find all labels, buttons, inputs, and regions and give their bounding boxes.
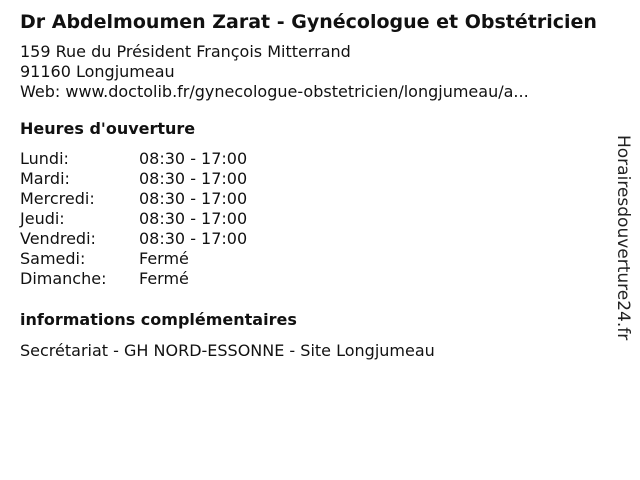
hours-row-tuesday: [20, 169, 620, 189]
day-label: Mardi:: [20, 169, 70, 188]
address-block: [20, 42, 620, 102]
website-link[interactable]: Web: www.doctolib.fr/gynecologue-obstetricien/longjumeau/a...: [20, 82, 529, 101]
day-label: Jeudi:: [20, 209, 65, 228]
day-label: Dimanche:: [20, 269, 107, 288]
time-value: 08:30 - 17:00: [139, 149, 248, 168]
hours-row-friday: [20, 229, 620, 249]
page-title: Dr Abdelmoumen Zarat - Gynécologue et Obstétricien: [20, 11, 597, 33]
day-label: Samedi:: [20, 249, 86, 268]
day-label: Vendredi:: [20, 229, 96, 248]
info-text: Secrétariat - GH NORD-ESSONNE - Site Longjumeau: [20, 341, 435, 360]
hours-row-saturday: [20, 249, 620, 269]
time-value: Fermé: [139, 269, 189, 288]
time-value: 08:30 - 17:00: [139, 169, 248, 188]
hours-table: [20, 149, 620, 289]
address-city: 91160 Longjumeau: [20, 62, 175, 81]
day-label: Lundi:: [20, 149, 69, 168]
hours-row-wednesday: [20, 189, 620, 209]
time-value: Fermé: [139, 249, 189, 268]
address-street: 159 Rue du Président François Mitterrand: [20, 42, 351, 61]
business-card: [20, 8, 620, 361]
hours-row-monday: [20, 149, 620, 169]
hours-row-sunday: [20, 269, 620, 289]
time-value: 08:30 - 17:00: [139, 209, 248, 228]
time-value: 08:30 - 17:00: [139, 189, 248, 208]
day-label: Mercredi:: [20, 189, 95, 208]
info-heading: informations complémentaires: [20, 310, 297, 329]
time-value: 08:30 - 17:00: [139, 229, 248, 248]
site-watermark: Horairesdouverture24.fr: [613, 135, 633, 341]
hours-row-thursday: [20, 209, 620, 229]
hours-heading: Heures d'ouverture: [20, 119, 196, 138]
